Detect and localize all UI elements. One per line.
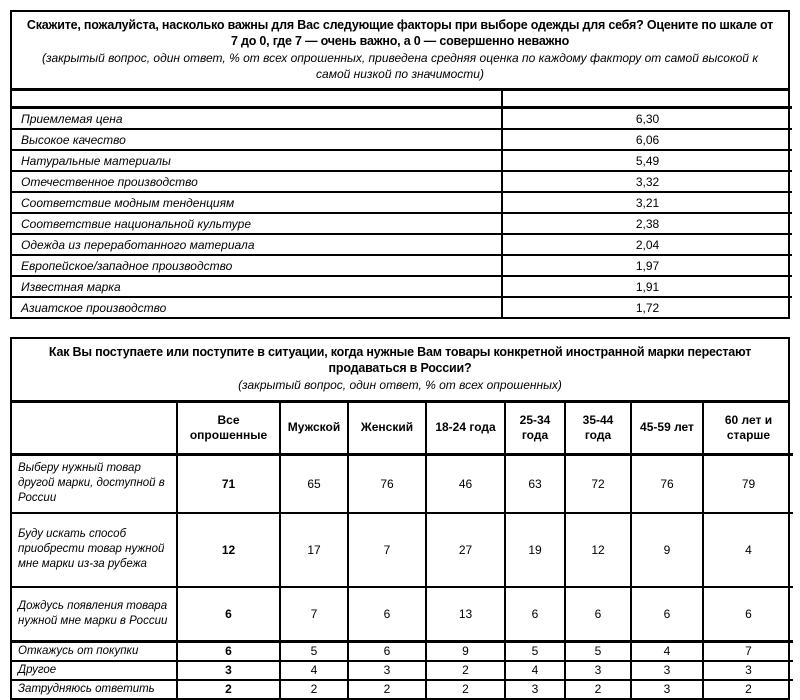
table-row	[12, 454, 793, 513]
factor-score: 3,21	[502, 192, 792, 213]
table-row	[12, 513, 793, 587]
cell-value: 76	[348, 454, 426, 513]
cell-value: 65	[280, 454, 348, 513]
cell-value: 7	[280, 587, 348, 642]
cell-value: 63	[505, 454, 565, 513]
factor-label: Отечественное производство	[12, 171, 502, 192]
cell-value: 3	[177, 661, 280, 680]
factor-score: 3,32	[502, 171, 792, 192]
column-header: Женский	[348, 403, 426, 455]
factor-score: 5,49	[502, 150, 792, 171]
factor-label: Соответствие национальной культуре	[12, 213, 502, 234]
factors-score-table	[12, 91, 792, 317]
answer-label: Буду искать способ приобрести товар нужной мне марки из-за рубежа	[12, 513, 177, 587]
table2-rows	[12, 454, 793, 697]
table-row	[12, 171, 792, 192]
table1-spacer-row	[12, 91, 792, 108]
factor-score: 1,91	[502, 276, 792, 297]
table-row	[12, 641, 793, 660]
table-row	[12, 297, 792, 317]
question1-title: Скажите, пожалуйста, насколько важны для Вас следующие факторы при выборе одежды для себя? Оцените по шкале от 7 до 0, где 7 — очень важно, а 0 — совершенно неважно	[26, 18, 774, 48]
table2-header-row	[12, 403, 793, 455]
survey-table-foreign-brands	[10, 337, 790, 699]
table-row	[12, 587, 793, 642]
cell-value: 6	[703, 587, 793, 642]
answer-label: Другое	[12, 661, 177, 680]
cell-value: 6	[348, 587, 426, 642]
column-header: Мужской	[280, 403, 348, 455]
cell-value: 71	[177, 454, 280, 513]
factor-label: Одежда из переработанного материала	[12, 234, 502, 255]
cell-value: 5	[565, 641, 631, 660]
table-row	[12, 192, 792, 213]
cell-value: 4	[631, 641, 703, 660]
table1-rows	[12, 91, 792, 317]
cell-value: 2	[703, 680, 793, 698]
demographics-table	[12, 403, 793, 698]
cell-value: 27	[426, 513, 505, 587]
cell-value: 3	[703, 661, 793, 680]
factor-label: Соответствие модным тенденциям	[12, 192, 502, 213]
column-header: 25-34 года	[505, 403, 565, 455]
factor-score: 2,38	[502, 213, 792, 234]
table-row	[12, 680, 793, 698]
cell-value: 5	[280, 641, 348, 660]
cell-value: 6	[348, 641, 426, 660]
factor-score: 6,06	[502, 129, 792, 150]
factor-score: 1,72	[502, 297, 792, 317]
column-header: 45-59 лет	[631, 403, 703, 455]
spacer-cell	[12, 91, 502, 108]
cell-value: 3	[348, 661, 426, 680]
factor-score: 2,04	[502, 234, 792, 255]
table-row	[12, 234, 792, 255]
cell-value: 6	[565, 587, 631, 642]
survey-table-clothing-factors	[10, 10, 790, 319]
cell-value: 2	[426, 680, 505, 698]
cell-value: 3	[631, 680, 703, 698]
question2-header	[12, 339, 788, 403]
factor-score: 1,97	[502, 255, 792, 276]
cell-value: 9	[631, 513, 703, 587]
cell-value: 12	[177, 513, 280, 587]
cell-value: 79	[703, 454, 793, 513]
cell-value: 2	[565, 680, 631, 698]
cell-value: 2	[348, 680, 426, 698]
cell-value: 4	[505, 661, 565, 680]
survey-report-page	[10, 10, 790, 700]
column-header: 18-24 года	[426, 403, 505, 455]
cell-value: 4	[280, 661, 348, 680]
table-row	[12, 150, 792, 171]
factor-label: Европейское/западное производство	[12, 255, 502, 276]
column-header	[12, 403, 177, 455]
factor-label: Приемлемая цена	[12, 108, 502, 130]
factor-label: Натуральные материалы	[12, 150, 502, 171]
column-header: 35-44 года	[565, 403, 631, 455]
factor-label: Азиатское производство	[12, 297, 502, 317]
cell-value: 2	[177, 680, 280, 698]
cell-value: 5	[505, 641, 565, 660]
cell-value: 2	[426, 661, 505, 680]
cell-value: 76	[631, 454, 703, 513]
table-row	[12, 255, 792, 276]
question1-subtitle: (закрытый вопрос, один ответ, % от всех опрошенных, приведена средняя оценка по каждому фактору от самой высокой к самой низкой по значимости)	[42, 51, 758, 81]
question2-title: Как Вы поступаете или поступите в ситуации, когда нужные Вам товары конкретной иностранной марки перестают продаваться в России?	[48, 345, 752, 376]
cell-value: 7	[703, 641, 793, 660]
cell-value: 12	[565, 513, 631, 587]
cell-value: 6	[631, 587, 703, 642]
cell-value: 6	[177, 587, 280, 642]
question1-header	[12, 12, 788, 91]
cell-value: 6	[505, 587, 565, 642]
cell-value: 2	[280, 680, 348, 698]
answer-label: Затрудняюсь ответить	[12, 680, 177, 698]
cell-value: 3	[505, 680, 565, 698]
column-header: 60 лет и старше	[703, 403, 793, 455]
cell-value: 3	[631, 661, 703, 680]
factor-score: 6,30	[502, 108, 792, 130]
answer-label: Выберу нужный товар другой марки, доступной в России	[12, 454, 177, 513]
cell-value: 13	[426, 587, 505, 642]
table-row	[12, 276, 792, 297]
table-row	[12, 661, 793, 680]
cell-value: 9	[426, 641, 505, 660]
cell-value: 3	[565, 661, 631, 680]
question2-subtitle: (закрытый вопрос, один ответ, % от всех опрошенных)	[238, 378, 562, 393]
cell-value: 72	[565, 454, 631, 513]
cell-value: 19	[505, 513, 565, 587]
spacer-cell	[502, 91, 792, 108]
cell-value: 6	[177, 641, 280, 660]
factor-label: Известная марка	[12, 276, 502, 297]
table-row	[12, 213, 792, 234]
cell-value: 4	[703, 513, 793, 587]
answer-label: Дождусь появления товара нужной мне марки в России	[12, 587, 177, 642]
table-row	[12, 129, 792, 150]
cell-value: 7	[348, 513, 426, 587]
cell-value: 17	[280, 513, 348, 587]
column-header: Все опрошенные	[177, 403, 280, 455]
factor-label: Высокое качество	[12, 129, 502, 150]
cell-value: 46	[426, 454, 505, 513]
table-row	[12, 108, 792, 130]
answer-label: Откажусь от покупки	[12, 641, 177, 660]
